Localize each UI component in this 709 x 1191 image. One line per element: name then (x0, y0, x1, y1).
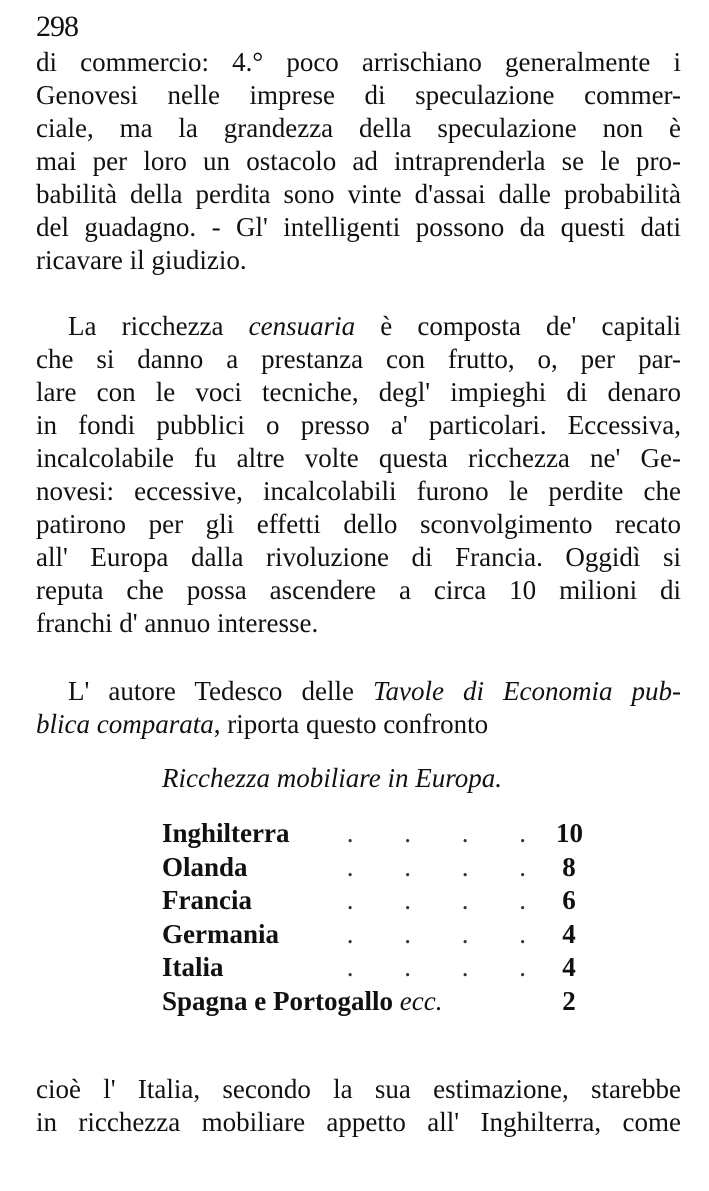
text-line: babilità della perdita sono vinte d'assai dalle probabilità (36, 179, 681, 209)
country-name (162, 951, 224, 985)
leader-dots: . . . . (346, 885, 548, 915)
paragraph-autore-tedesco (36, 675, 681, 741)
country-label: Olanda (162, 851, 248, 882)
country-name (162, 918, 279, 952)
wealth-value: 4 (562, 918, 576, 949)
text-line: del guadagno. - Gl' intelligenti possono da questi dati (36, 212, 681, 242)
text-line: patirono per gli effetti dello sconvolgimento recato (36, 509, 681, 539)
italic-term: censuaria (248, 311, 356, 341)
text-line: Genovesi nelle imprese di speculazione commer- (36, 80, 681, 110)
page-number: 298 (36, 10, 78, 43)
country-name (162, 985, 442, 1019)
paragraph-commerce (36, 46, 681, 277)
country-name (162, 817, 290, 851)
text-run: è composta de' capitali (355, 311, 681, 341)
text-line: in fondi pubblici o presso a' particolari. Eccessiva, (36, 410, 681, 440)
text-line: franchi d' annuo interesse. (36, 608, 319, 638)
country-name (162, 884, 252, 918)
italic-title: blica comparata (36, 709, 214, 739)
text-run: La ricchezza (68, 311, 249, 341)
paragraph-ricchezza-censuaria (36, 310, 681, 640)
text-line: all' Europa dalla rivoluzione di Francia. Oggidì si (36, 542, 681, 572)
country-label: Germania (162, 918, 279, 949)
italic-title: Tavole di Economia pub- (372, 676, 681, 706)
text-line (36, 708, 681, 741)
text-line: reputa che possa ascendere a circa 10 milioni di (36, 575, 681, 605)
leader-dots: . . . . (346, 818, 548, 848)
wealth-value: 8 (562, 851, 576, 882)
wealth-value: 10 (556, 818, 583, 848)
table-row (162, 884, 582, 918)
text-line: che si danno a prestanza con frutto, o, per par- (36, 344, 681, 374)
country-label: Francia (162, 885, 252, 915)
wealth-value: 6 (562, 885, 576, 915)
country-label: Italia (162, 952, 224, 982)
table-row (162, 951, 582, 985)
leader-dots: . . . . (346, 952, 548, 982)
wealth-value: 2 (562, 985, 576, 1016)
table-row (162, 918, 582, 952)
leader-dots: . . . . (346, 851, 548, 882)
text-run: , riporta questo confronto (213, 709, 489, 739)
text-line: in ricchezza mobiliare appetto all' Inghilterra, come (36, 1107, 681, 1137)
country-name (162, 851, 248, 885)
country-label: Spagna e Portogallo (162, 985, 394, 1016)
table-caption: Ricchezza mobiliare in Europa. (162, 763, 502, 793)
text-line: cioè l' Italia, secondo la sua estimazione, starebbe (36, 1074, 681, 1104)
leader-dots: . . . . (346, 918, 548, 949)
text-line: di commercio: 4.° poco arrischiano generalmente i (36, 47, 681, 77)
text-line: mai per loro un ostacolo ad intraprenderla se le pro- (36, 146, 681, 176)
text-line (36, 310, 681, 343)
table-row (162, 817, 582, 851)
paragraph-italia-comparison (36, 1073, 681, 1139)
wealth-table (162, 817, 582, 1018)
text-line: ciale, ma la grandezza della speculazione non è (36, 113, 681, 143)
table-row (162, 985, 582, 1019)
text-line: ricavare il giudizio. (36, 245, 247, 275)
text-line: lare con le voci tecniche, degl' impieghi di denaro (36, 377, 681, 407)
text-line: incalcolabile fu altre volte questa ricchezza ne' Ge- (36, 443, 681, 473)
country-suffix: ecc. (399, 985, 443, 1016)
text-run: L' autore Tedesco delle (68, 676, 373, 706)
text-line (36, 675, 681, 708)
table-row (162, 851, 582, 885)
text-line: novesi: eccessive, incalcolabili furono le perdite che (36, 476, 681, 506)
wealth-value: 4 (562, 952, 576, 982)
country-label: Inghilterra (162, 818, 290, 848)
